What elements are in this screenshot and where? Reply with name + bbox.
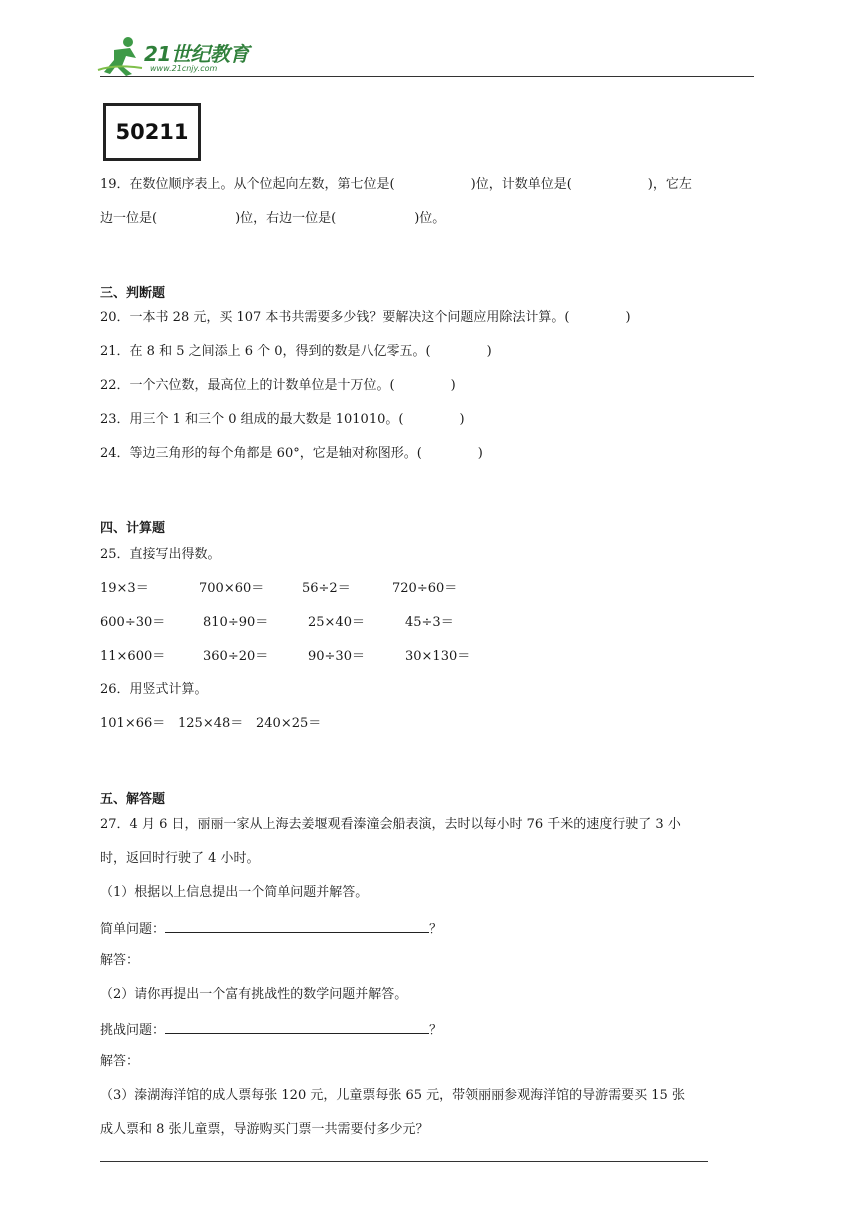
- q27-part3-line2: 成人票和 8 张儿童票，导游购买门票一共需要付多少元？: [100, 1122, 429, 1137]
- logo-url: www.21cnjy.com: [150, 64, 218, 73]
- vertical-calc-2: 125×48＝: [178, 716, 244, 731]
- q19-text-f: )位。: [414, 211, 446, 226]
- q20: [100, 309, 631, 327]
- calc-r1-c3: 56÷2＝: [302, 581, 351, 596]
- simple-question-label: 简单问题：: [100, 922, 166, 937]
- runner-logo-icon: [96, 34, 146, 78]
- calc-r3-c3: 90÷30＝: [308, 649, 365, 664]
- q19-text-b: )位，计数单位是(: [470, 177, 572, 192]
- challenge-question-input[interactable]: [165, 1019, 429, 1034]
- calc-r1-c2: 700×60＝: [199, 581, 265, 596]
- challenge-question-end: ？: [429, 1023, 443, 1038]
- q27-line2: 时，返回时行驶了 4 小时。: [100, 851, 260, 866]
- q27-part2: （2）请你再提出一个富有挑战性的数学问题并解答。: [100, 987, 408, 1002]
- challenge-question-label: 挑战问题：: [100, 1023, 166, 1038]
- q19-text-d: 边一位是(: [100, 211, 158, 226]
- q27-part1-question: [100, 918, 442, 939]
- q21: [100, 343, 492, 361]
- calc-r2-c3: 25×40＝: [308, 615, 365, 630]
- vertical-calc-1: 101×66＝: [100, 716, 166, 731]
- q22-text: 22．一个六位数，最高位上的计数单位是十万位。(: [100, 378, 395, 393]
- q22: [100, 377, 456, 395]
- q22-close: ): [450, 378, 456, 393]
- calc-r1-c4: 720÷60＝: [392, 581, 458, 596]
- header-rule: [100, 76, 754, 77]
- q27-part3-line1: （3）溱湖海洋馆的成人票每张 120 元，儿童票每张 65 元，带领丽丽参观海洋馆的导游需要买 15 张: [100, 1088, 685, 1103]
- q19-text-c: )，它左: [647, 177, 692, 192]
- number-box: 50211: [103, 103, 201, 161]
- simple-question-end: ？: [429, 922, 443, 937]
- vertical-calc-3: 240×25＝: [256, 716, 322, 731]
- q21-text: 21．在 8 和 5 之间添上 6 个 0，得到的数是八亿零五。(: [100, 344, 431, 359]
- q27-part1: （1）根据以上信息提出一个简单问题并解答。: [100, 885, 369, 900]
- q26-prompt: 26．用竖式计算。: [100, 682, 208, 697]
- q27-part2-question: [100, 1019, 442, 1040]
- calc-r2-c2: 810÷90＝: [203, 615, 269, 630]
- q19-line2: [100, 210, 445, 228]
- q24: [100, 445, 483, 463]
- q24-close: ): [477, 446, 483, 461]
- q21-close: ): [486, 344, 492, 359]
- q23: [100, 411, 465, 429]
- calc-r3-c2: 360÷20＝: [203, 649, 269, 664]
- logo-text: 21世纪教育: [144, 42, 249, 66]
- q19-text-a: 19．在数位顺序表上。从个位起向左数，第七位是(: [100, 177, 395, 192]
- q25-prompt: 25．直接写出得数。: [100, 547, 221, 562]
- calc-r1-c1: 19×3＝: [100, 581, 149, 596]
- q27-part1-answer-label: 解答：: [100, 953, 140, 968]
- section-4-title: 四、计算题: [100, 521, 166, 536]
- calc-r2-c1: 600÷30＝: [100, 615, 166, 630]
- simple-question-input[interactable]: [165, 918, 429, 933]
- section-5-title: 五、解答题: [100, 792, 166, 807]
- q27-part2-answer-label: 解答：: [100, 1054, 140, 1069]
- section-3-title: 三、判断题: [100, 286, 166, 301]
- q20-text: 20．一本书 28 元，买 107 本书共需要多少钱？要解决这个问题应用除法计算。(: [100, 310, 570, 325]
- calc-r3-c4: 30×130＝: [405, 649, 471, 664]
- footer-rule: [100, 1161, 708, 1162]
- calc-r2-c4: 45÷3＝: [405, 615, 454, 630]
- q27-line1: 27．4 月 6 日，丽丽一家从上海去姜堰观看溱潼会船表演，去时以每小时 76 千米的速度行驶了 3 小: [100, 817, 681, 832]
- q24-text: 24．等边三角形的每个角都是 60°，它是轴对称图形。(: [100, 446, 422, 461]
- q20-close: ): [625, 310, 631, 325]
- calc-r3-c1: 11×600＝: [100, 649, 166, 664]
- q23-text: 23．用三个 1 和三个 0 组成的最大数是 101010。(: [100, 412, 404, 427]
- q19-text-e: )位，右边一位是(: [235, 211, 337, 226]
- q23-close: ): [459, 412, 465, 427]
- q19-line1: [100, 176, 692, 194]
